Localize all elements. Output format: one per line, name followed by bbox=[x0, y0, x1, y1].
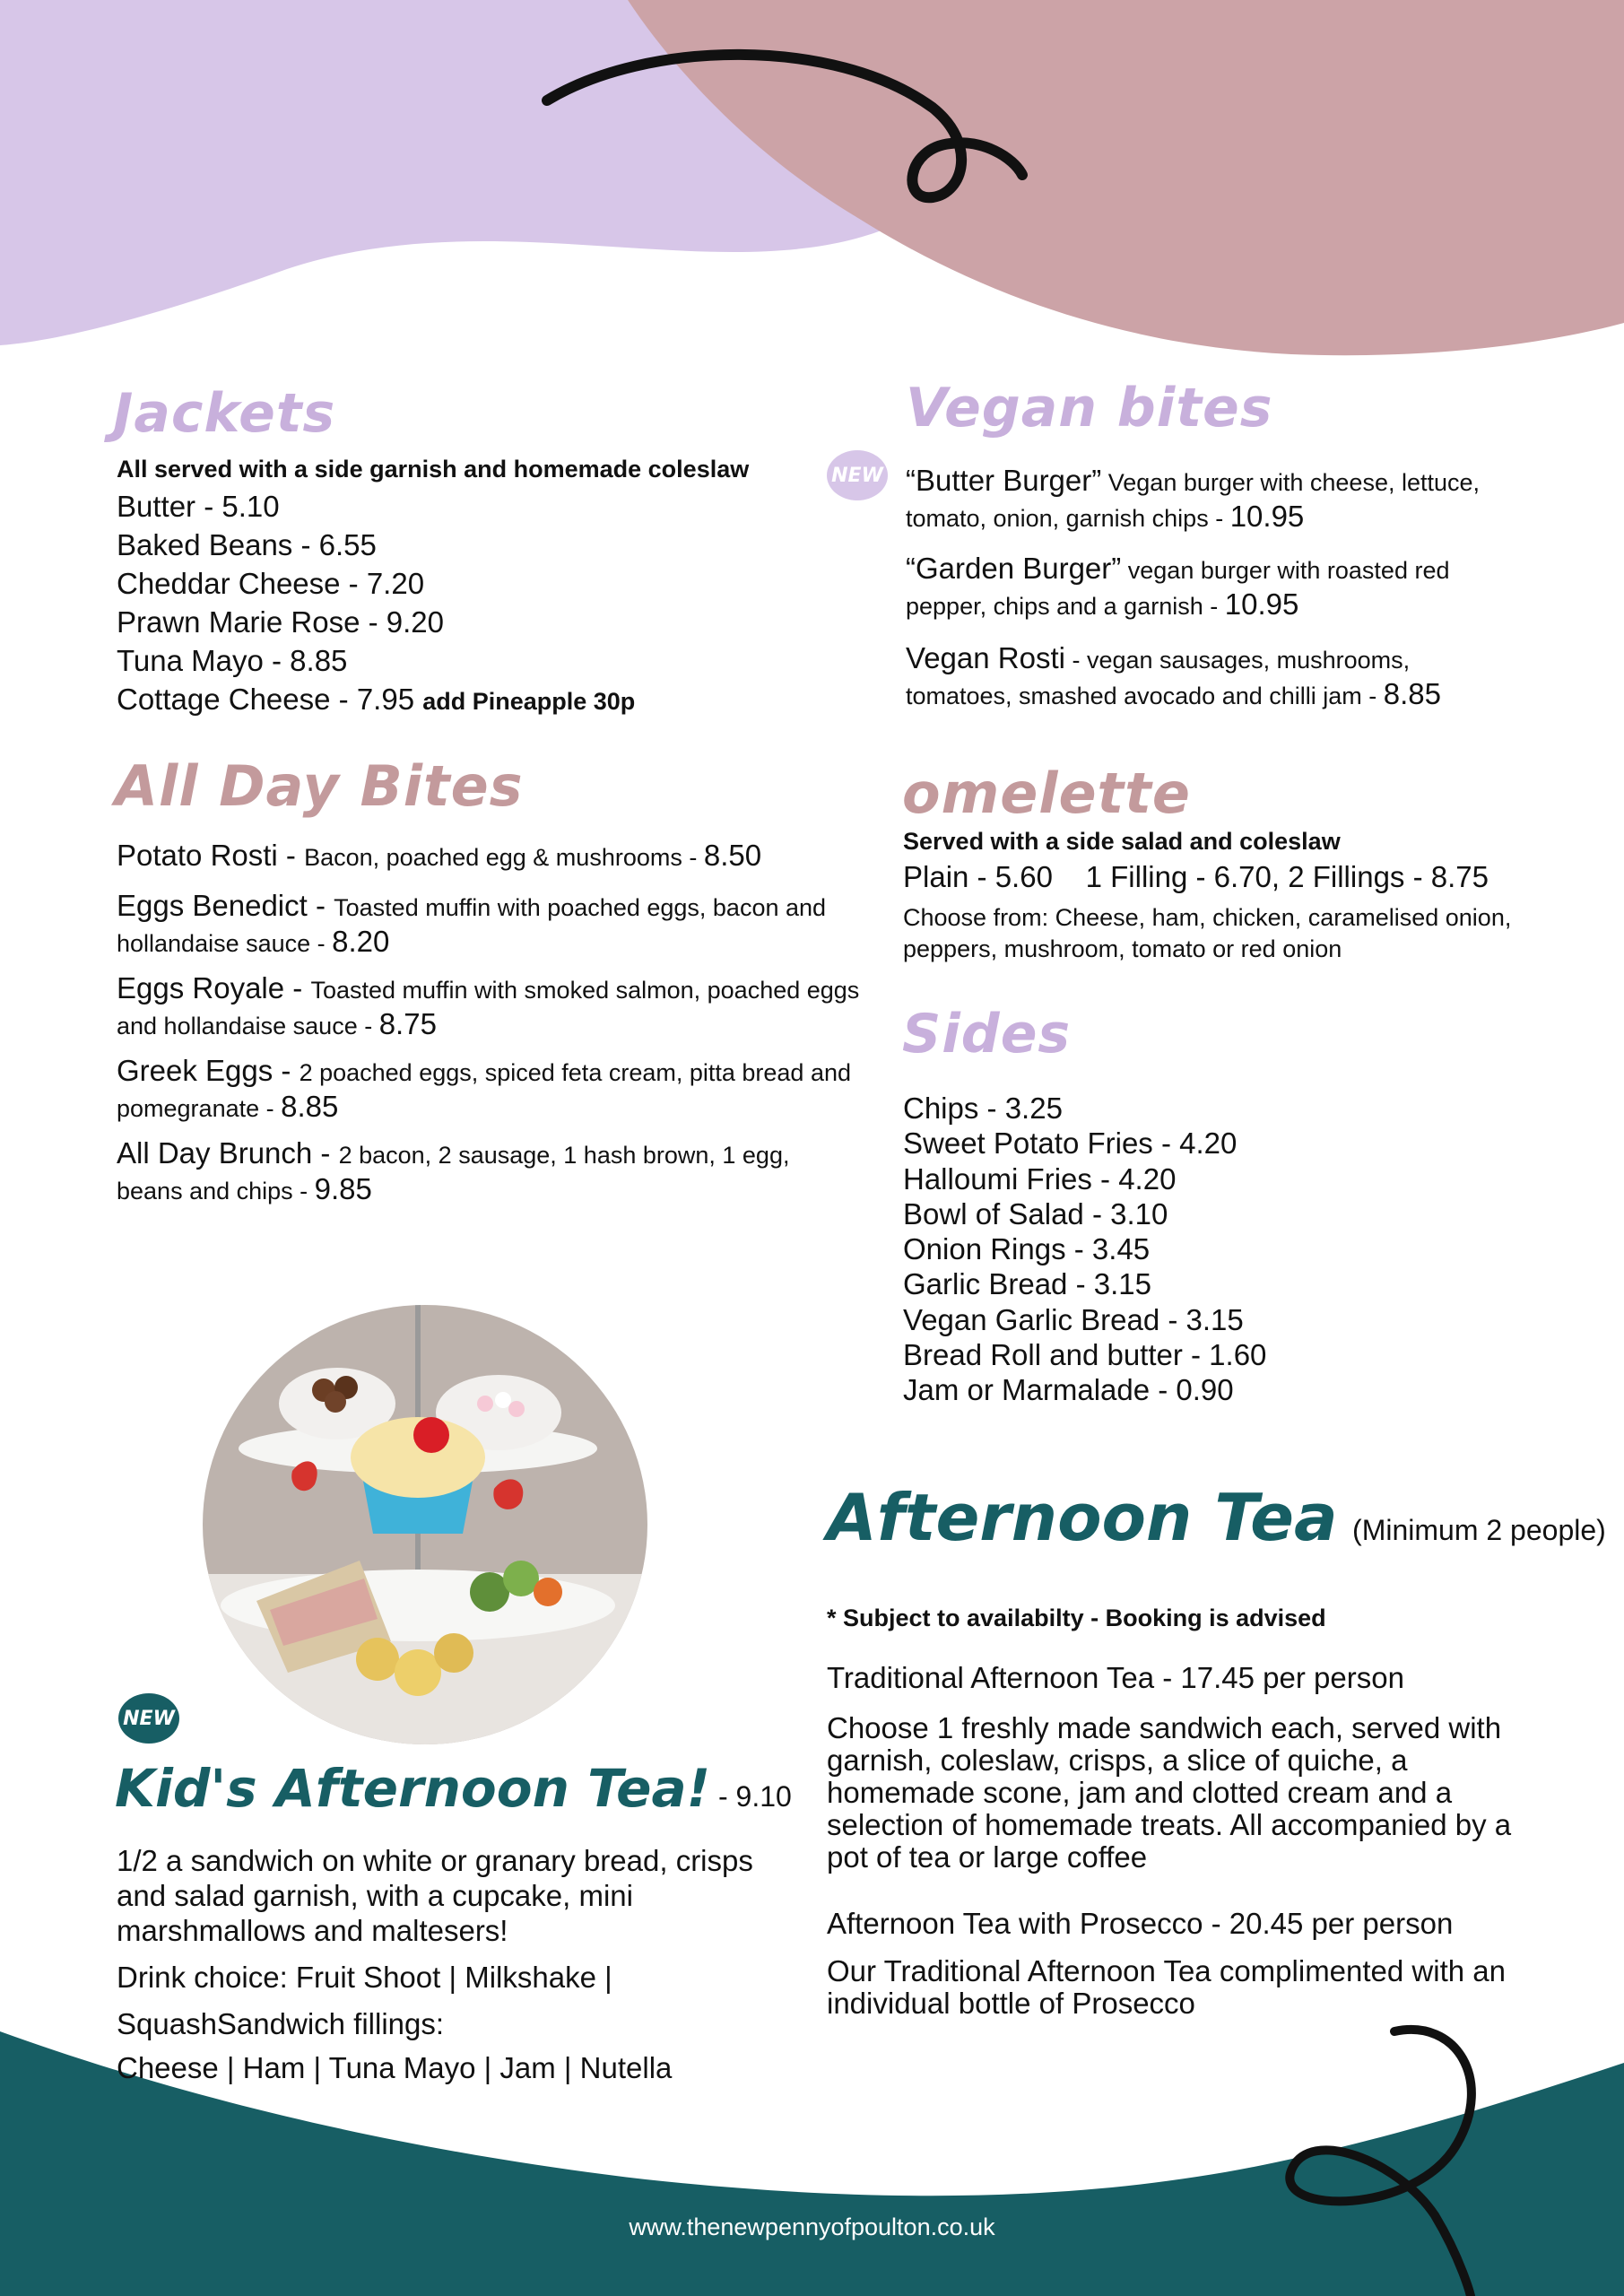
list-item: Halloumi Fries - 4.20 bbox=[903, 1161, 1177, 1196]
jackets-subtitle: All served with a side garnish and homemade coleslaw bbox=[117, 456, 750, 483]
all-day-bites-heading: All Day Bites bbox=[115, 753, 524, 819]
kids-tea-price: - 9.10 bbox=[710, 1780, 792, 1813]
kids-tea-desc: 1/2 a sandwich on white or granary bread, crisps and salad garnish, with a cupcake, mini marshmallows and maltesers! bbox=[117, 1844, 753, 1947]
item-name: Vegan Rosti bbox=[906, 641, 1065, 674]
list-item: Onion Rings - 3.45 bbox=[903, 1232, 1151, 1266]
list-item: Bread Roll and butter - 1.60 bbox=[903, 1338, 1267, 1372]
vegan-bites-heading: Vegan bites bbox=[906, 377, 1273, 439]
item-desc: Toasted muffin with smoked salmon, poached eggs and hollandaise sauce - bbox=[117, 977, 860, 1039]
item-desc: Bacon, poached egg & mushrooms - bbox=[304, 844, 704, 871]
omelette-prices: Plain - 5.60 1 Filling - 6.70, 2 Fillings - 8.75 bbox=[903, 860, 1489, 893]
menu-item bbox=[906, 551, 1515, 623]
item-name: Eggs Royale - bbox=[117, 971, 311, 1004]
omelette-heading: omelette bbox=[902, 761, 1191, 826]
item-name: “Butter Burger” bbox=[906, 464, 1102, 497]
menu-item bbox=[906, 463, 1498, 535]
item-name: “Garden Burger” bbox=[906, 552, 1122, 585]
new-badge: NEW bbox=[827, 450, 888, 500]
item-name: Potato Rosti - bbox=[117, 839, 305, 872]
item-desc: Toasted muffin with poached eggs, bacon and hollandaise sauce - bbox=[117, 894, 827, 957]
kids-tea-header bbox=[115, 1758, 792, 1819]
item-name: Eggs Benedict - bbox=[117, 889, 334, 922]
minimum-note: (Minimum 2 people) bbox=[1352, 1514, 1606, 1546]
new-badge: NEW bbox=[118, 1693, 179, 1744]
item-price: 8.85 bbox=[281, 1090, 339, 1123]
list-item: Tuna Mayo - 8.85 bbox=[117, 644, 348, 677]
list-item: Bowl of Salad - 3.10 bbox=[903, 1196, 1168, 1231]
brand-logo-text: New Penny bbox=[599, 2109, 1025, 2189]
item-desc: - vegan sausages, mushrooms, tomatoes, smashed avocado and chilli jam - bbox=[906, 647, 1411, 709]
website-link[interactable]: www.thenewpennyofpoulton.co.uk bbox=[629, 2213, 995, 2240]
kids-tea-heading: Kid's Afternoon Tea! bbox=[115, 1758, 711, 1819]
afternoon-tea-header bbox=[827, 1480, 1606, 1555]
item-price: 8.75 bbox=[378, 1007, 437, 1040]
kids-tea-fillings: Cheese | Ham | Tuna Mayo | Jam | Nutella bbox=[117, 2051, 673, 2084]
menu-item bbox=[117, 970, 861, 1043]
prosecco-tea-desc: Our Traditional Afternoon Tea complimented with an individual bottle of Prosecco bbox=[827, 1954, 1506, 2020]
menu-item bbox=[906, 640, 1498, 713]
prosecco-tea-title: Afternoon Tea with Prosecco - 20.45 per person bbox=[827, 1907, 1454, 1940]
menu-item bbox=[117, 1053, 861, 1126]
jackets-heading: Jackets bbox=[113, 382, 336, 445]
list-item: Vegan Garlic Bread - 3.15 bbox=[903, 1302, 1244, 1336]
list-item: Baked Beans - 6.55 bbox=[117, 528, 377, 561]
item-price: 10.95 bbox=[1229, 500, 1305, 533]
item-price: 8.85 bbox=[1383, 677, 1441, 710]
list-item: Sweet Potato Fries - 4.20 bbox=[903, 1126, 1238, 1161]
traditional-tea-title: Traditional Afternoon Tea - 17.45 per person bbox=[827, 1661, 1404, 1694]
item-desc: 2 bacon, 2 sausage, 1 hash brown, 1 egg, beans and chips - bbox=[117, 1142, 790, 1205]
afternoon-tea-photo bbox=[203, 1305, 647, 1744]
sides-heading: Sides bbox=[902, 1003, 1072, 1065]
sides-list bbox=[903, 1091, 1266, 1408]
afternoon-tea-heading: Afternoon Tea bbox=[827, 1480, 1338, 1555]
item-desc: vegan burger with roasted red pepper, chips and a garnish - bbox=[906, 557, 1450, 620]
list-item: Jam or Marmalade - 0.90 bbox=[903, 1373, 1234, 1407]
item-desc: 2 poached eggs, spiced feta cream, pitta bread and pomegranate - bbox=[117, 1059, 851, 1122]
cottage-cheese-item: Cottage Cheese - 7.95 bbox=[117, 683, 415, 716]
omelette-subtitle: Served with a side salad and coleslaw bbox=[903, 828, 1341, 855]
list-item: Cheddar Cheese - 7.20 bbox=[117, 567, 425, 600]
omelette-choices: Choose from: Cheese, ham, chicken, caramelised onion, peppers, mushroom, tomato or red onion bbox=[903, 904, 1512, 962]
item-price: 9.85 bbox=[314, 1172, 372, 1205]
pineapple-addon: add Pineapple 30p bbox=[422, 688, 636, 715]
list-item: Chips - 3.25 bbox=[903, 1091, 1063, 1125]
kids-tea-drinks-2: SquashSandwich fillings: bbox=[117, 2007, 445, 2040]
kids-tea-drinks: Drink choice: Fruit Shoot | Milkshake | bbox=[117, 1961, 612, 1994]
item-price: 10.95 bbox=[1224, 587, 1299, 621]
item-price: 8.50 bbox=[703, 839, 762, 872]
item-desc: Vegan burger with cheese, lettuce, tomato, onion, garnish chips - bbox=[906, 469, 1481, 532]
menu-item bbox=[117, 888, 852, 961]
list-item bbox=[117, 680, 635, 721]
jackets-list bbox=[117, 487, 635, 721]
item-name: All Day Brunch - bbox=[117, 1136, 339, 1170]
list-item: Garlic Bread - 3.15 bbox=[903, 1267, 1151, 1301]
menu-item bbox=[117, 1135, 834, 1208]
item-price: 8.20 bbox=[332, 925, 390, 958]
item-name: Greek Eggs - bbox=[117, 1054, 300, 1087]
list-item: Prawn Marie Rose - 9.20 bbox=[117, 605, 444, 639]
menu-item bbox=[117, 838, 834, 874]
availability-note: * Subject to availabilty - Booking is advised bbox=[827, 1605, 1326, 1631]
list-item: Butter - 5.10 bbox=[117, 490, 280, 523]
traditional-tea-desc: Choose 1 freshly made sandwich each, served with garnish, coleslaw, crisps, a slice of quiche, a homemade scone, jam and clotted cream and a selection of homemade treats. All accompanied by a pot of tea or large coffee bbox=[827, 1711, 1512, 1874]
